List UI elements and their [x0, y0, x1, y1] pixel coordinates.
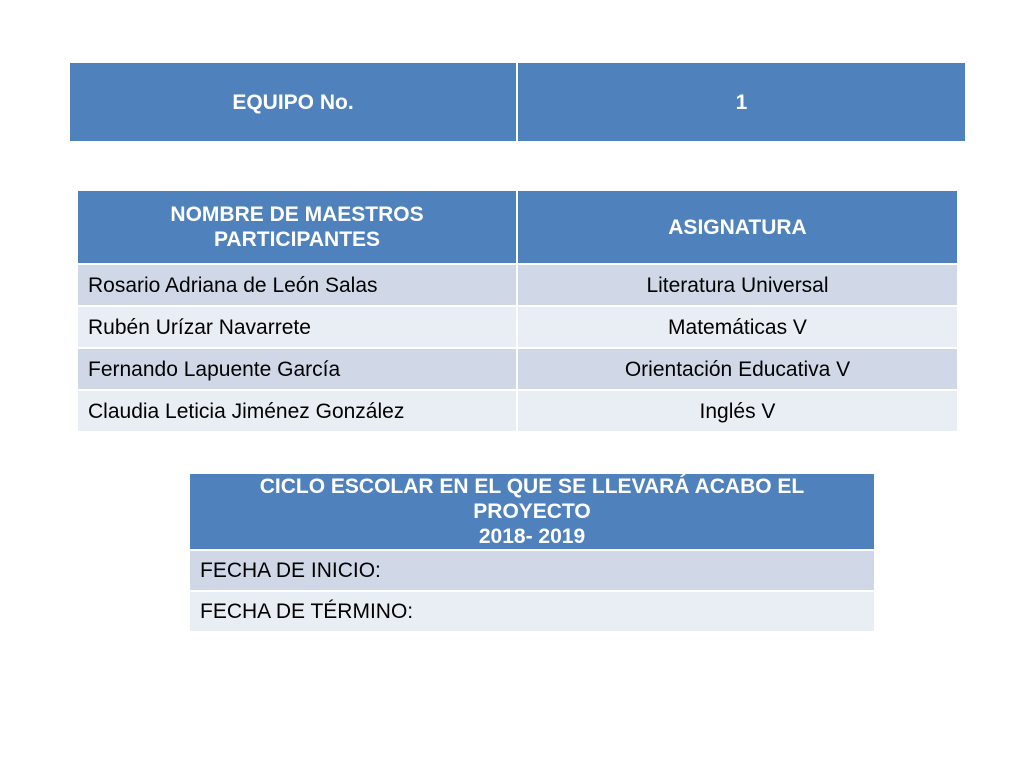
- end-date-label: FECHA DE TÉRMINO:: [189, 591, 875, 632]
- cycle-years: 2018- 2019: [478, 525, 586, 548]
- subject-cell: Matemáticas V: [517, 306, 958, 348]
- table-row: [77, 348, 958, 390]
- teacher-name-cell: Fernando Lapuente García: [77, 348, 517, 390]
- start-date-row: [189, 550, 875, 591]
- subject-cell: Orientación Educativa V: [517, 348, 958, 390]
- teacher-name-cell: Claudia Leticia Jiménez González: [77, 390, 517, 432]
- subject-cell: Inglés V: [517, 390, 958, 432]
- subject-header: ASIGNATURA: [517, 190, 958, 264]
- team-row: [69, 62, 966, 142]
- team-number-cell: 1: [517, 62, 966, 142]
- cycle-header-row: [189, 473, 875, 550]
- cycle-table: [188, 472, 876, 633]
- teachers-table: [76, 189, 959, 433]
- table-row: [77, 390, 958, 432]
- teacher-name-cell: Rosario Adriana de León Salas: [77, 264, 517, 306]
- subject-cell: Literatura Universal: [517, 264, 958, 306]
- teacher-name-cell: Rubén Urízar Navarrete: [77, 306, 517, 348]
- start-date-label: FECHA DE INICIO:: [189, 550, 875, 591]
- table-row: [77, 306, 958, 348]
- team-table: [68, 61, 967, 143]
- teacher-name-header: NOMBRE DE MAESTROS PARTICIPANTES: [77, 190, 517, 264]
- cycle-title: CICLO ESCOLAR EN EL QUE SE LLEVARÁ ACABO EL PROYECTO: [259, 475, 805, 523]
- team-label-cell: EQUIPO No.: [69, 62, 517, 142]
- end-date-row: [189, 591, 875, 632]
- cycle-header-cell: [189, 473, 875, 550]
- teachers-header-row: [77, 190, 958, 264]
- table-row: [77, 264, 958, 306]
